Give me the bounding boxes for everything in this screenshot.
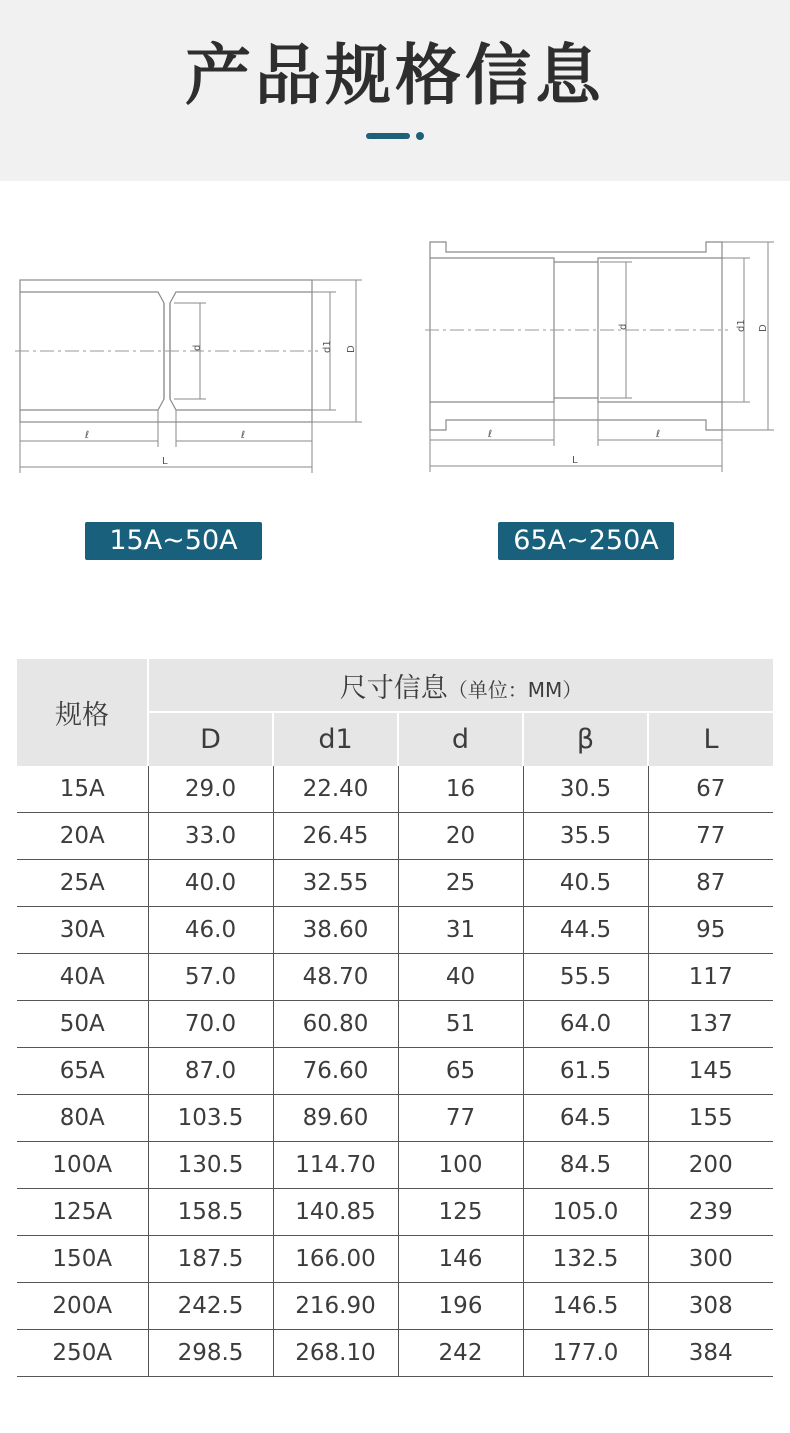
table-row (17, 1330, 773, 1377)
cell-d1: 38.60 (273, 907, 398, 954)
cell-beta: 84.5 (523, 1142, 648, 1189)
table-row (17, 1095, 773, 1142)
drawing-large-coupling (420, 232, 780, 477)
large-label-l-left: ℓ (488, 429, 493, 440)
badge-small-range: 15A~50A (85, 522, 262, 560)
cell-spec: 50A (17, 1001, 148, 1048)
table-row (17, 766, 773, 813)
cell-d1: 22.40 (273, 766, 398, 813)
cell-spec: 100A (17, 1142, 148, 1189)
cell-beta: 132.5 (523, 1236, 648, 1283)
cell-D: 46.0 (148, 907, 273, 954)
cell-d1: 114.70 (273, 1142, 398, 1189)
cell-D: 87.0 (148, 1048, 273, 1095)
cell-spec: 200A (17, 1283, 148, 1330)
table-row (17, 860, 773, 907)
column-header-D: D (148, 712, 273, 766)
cell-beta: 64.0 (523, 1001, 648, 1048)
cell-L: 200 (648, 1142, 773, 1189)
large-coupling-diagram (420, 232, 780, 477)
cell-L: 308 (648, 1283, 773, 1330)
cell-D: 40.0 (148, 860, 273, 907)
cell-d: 25 (398, 860, 523, 907)
small-label-d: d (192, 344, 203, 351)
drawing-small-coupling (10, 265, 370, 480)
cell-L: 384 (648, 1330, 773, 1377)
cell-d: 125 (398, 1189, 523, 1236)
large-label-l-right: ℓ (656, 429, 661, 440)
unit-note: （单位：MM） (447, 677, 583, 702)
cell-d: 196 (398, 1283, 523, 1330)
cell-d: 100 (398, 1142, 523, 1189)
table-row (17, 1048, 773, 1095)
cell-L: 145 (648, 1048, 773, 1095)
cell-spec: 250A (17, 1330, 148, 1377)
large-label-d1: d1 (736, 319, 747, 332)
cell-d1: 89.60 (273, 1095, 398, 1142)
table-row (17, 1001, 773, 1048)
cell-d: 20 (398, 813, 523, 860)
table-row (17, 1142, 773, 1189)
cell-spec: 25A (17, 860, 148, 907)
cell-d1: 216.90 (273, 1283, 398, 1330)
cell-beta: 146.5 (523, 1283, 648, 1330)
small-coupling-diagram (10, 265, 370, 480)
dimension-group-header (148, 659, 773, 712)
cell-beta: 30.5 (523, 766, 648, 813)
cell-spec: 80A (17, 1095, 148, 1142)
cell-d: 31 (398, 907, 523, 954)
cell-L: 87 (648, 860, 773, 907)
table-row (17, 907, 773, 954)
cell-beta: 35.5 (523, 813, 648, 860)
cell-D: 187.5 (148, 1236, 273, 1283)
cell-d: 51 (398, 1001, 523, 1048)
large-label-D: D (758, 324, 769, 332)
cell-d1: 76.60 (273, 1048, 398, 1095)
cell-D: 158.5 (148, 1189, 273, 1236)
table-row (17, 1189, 773, 1236)
large-label-d: d (618, 323, 629, 330)
cell-d: 65 (398, 1048, 523, 1095)
cell-D: 298.5 (148, 1330, 273, 1377)
cell-beta: 105.0 (523, 1189, 648, 1236)
dimension-group-title: 尺寸信息 (339, 672, 448, 704)
cell-d: 40 (398, 954, 523, 1001)
cell-beta: 177.0 (523, 1330, 648, 1377)
cell-beta: 61.5 (523, 1048, 648, 1095)
small-label-l-left: ℓ (85, 430, 90, 441)
page-title: 产品规格信息 (185, 37, 605, 114)
small-label-L: L (162, 456, 168, 467)
cell-d: 16 (398, 766, 523, 813)
cell-d1: 26.45 (273, 813, 398, 860)
column-header-L: L (648, 712, 773, 766)
cell-d1: 32.55 (273, 860, 398, 907)
cell-L: 137 (648, 1001, 773, 1048)
cell-L: 300 (648, 1236, 773, 1283)
table-row (17, 1283, 773, 1330)
cell-d1: 268.10 (273, 1330, 398, 1377)
cell-beta: 44.5 (523, 907, 648, 954)
cell-L: 95 (648, 907, 773, 954)
cell-beta: 64.5 (523, 1095, 648, 1142)
small-label-D: D (346, 345, 357, 353)
cell-D: 70.0 (148, 1001, 273, 1048)
cell-D: 33.0 (148, 813, 273, 860)
cell-d1: 140.85 (273, 1189, 398, 1236)
spec-table (17, 659, 773, 1377)
cell-d: 146 (398, 1236, 523, 1283)
cell-spec: 15A (17, 766, 148, 813)
cell-D: 130.5 (148, 1142, 273, 1189)
cell-L: 239 (648, 1189, 773, 1236)
large-label-L: L (572, 455, 578, 466)
small-label-d1: d1 (322, 340, 333, 353)
cell-L: 67 (648, 766, 773, 813)
column-header-beta: β (523, 712, 648, 766)
cell-D: 242.5 (148, 1283, 273, 1330)
cell-spec: 20A (17, 813, 148, 860)
small-label-l-right: ℓ (241, 430, 246, 441)
cell-beta: 55.5 (523, 954, 648, 1001)
cell-d1: 48.70 (273, 954, 398, 1001)
spec-column-header: 规格 (17, 659, 148, 766)
cell-spec: 30A (17, 907, 148, 954)
cell-spec: 150A (17, 1236, 148, 1283)
cell-D: 57.0 (148, 954, 273, 1001)
table-row (17, 813, 773, 860)
cell-spec: 40A (17, 954, 148, 1001)
title-underline-bar (366, 133, 410, 139)
cell-d: 242 (398, 1330, 523, 1377)
table-row (17, 954, 773, 1001)
title-underline-dot (416, 132, 424, 140)
column-header-d: d (398, 712, 523, 766)
cell-spec: 125A (17, 1189, 148, 1236)
cell-d1: 60.80 (273, 1001, 398, 1048)
cell-L: 77 (648, 813, 773, 860)
cell-D: 29.0 (148, 766, 273, 813)
cell-D: 103.5 (148, 1095, 273, 1142)
cell-d1: 166.00 (273, 1236, 398, 1283)
cell-spec: 65A (17, 1048, 148, 1095)
badge-large-range: 65A~250A (498, 522, 674, 560)
column-header-d1: d1 (273, 712, 398, 766)
cell-d: 77 (398, 1095, 523, 1142)
cell-beta: 40.5 (523, 860, 648, 907)
title-banner (0, 0, 790, 181)
cell-L: 155 (648, 1095, 773, 1142)
spec-table-body (17, 766, 773, 1377)
cell-L: 117 (648, 954, 773, 1001)
table-row (17, 1236, 773, 1283)
